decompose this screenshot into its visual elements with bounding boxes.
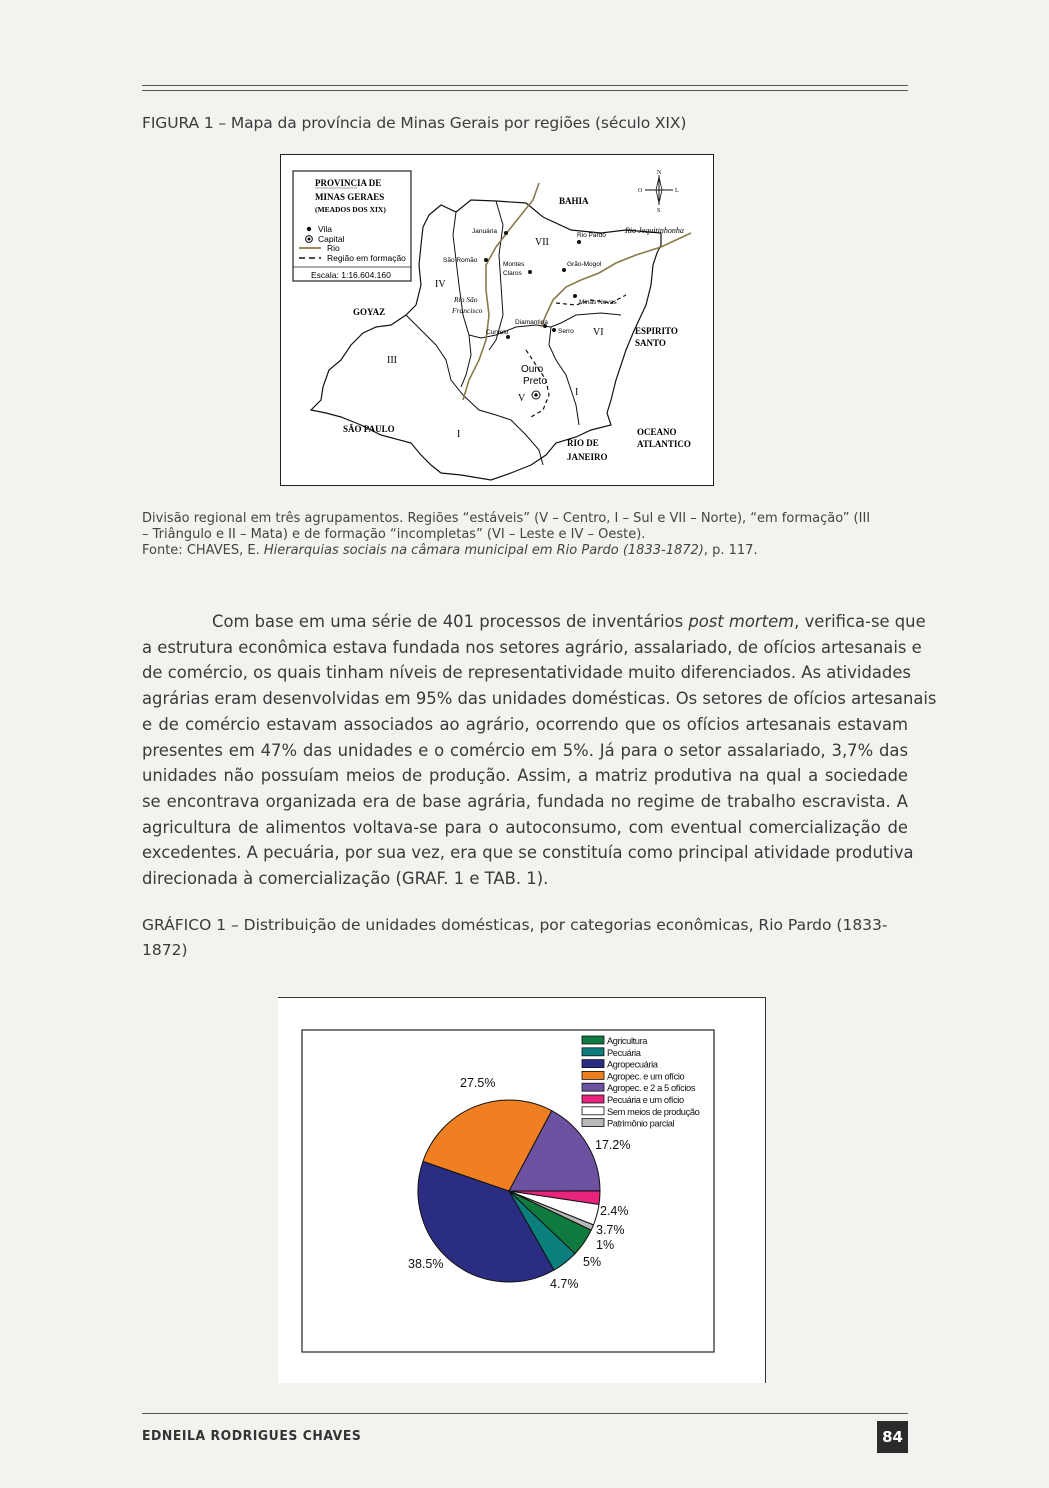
label-rio-sao: Rio São — [454, 295, 478, 304]
pie-chart-frame — [278, 997, 766, 1383]
legend-label-3: Agropecuária — [607, 1059, 658, 1070]
figure-caption — [142, 511, 912, 559]
compass-s: S — [657, 208, 661, 214]
legend-heading-3: (MEADOS DOS XIX) — [315, 205, 386, 214]
label-espirito-2: SANTO — [635, 338, 666, 348]
pie-label-7: 3.7% — [596, 1223, 625, 1237]
legend-scale: Escala: 1:16.604.160 — [311, 270, 391, 280]
footer-rule — [142, 1413, 908, 1414]
body-line-4: agrárias eram desenvolvidas em 95% das unidades domésticas. Os setores de ofícios artesanais — [142, 689, 937, 709]
figure-title: FIGURA 1 – Mapa da província de Minas Gerais por regiões (século XIX) — [142, 114, 687, 132]
rio-jequitinhonha-line — [541, 233, 691, 327]
minas-gerais-map — [281, 155, 713, 485]
legend-heading-2: MINAS GERAES — [315, 192, 385, 202]
town-preto: Preto — [523, 376, 547, 387]
legend-swatch-5 — [582, 1083, 604, 1091]
legend-label-5: Agropec. e 2 a 5 ofícios — [607, 1083, 696, 1094]
legend-label-8: Patrimônio parcial — [607, 1118, 675, 1129]
legend-swatch-4 — [582, 1071, 604, 1079]
compass-n: N — [657, 170, 662, 176]
town-ouro: Ouro — [521, 364, 544, 375]
pie-slices — [418, 1100, 600, 1282]
pie-label-8: 1% — [596, 1238, 615, 1252]
town-montes: Montes — [503, 261, 525, 268]
label-goyaz: GOYAZ — [353, 307, 386, 317]
legend-rio: Rio — [327, 243, 340, 253]
legend-swatch-6 — [582, 1095, 604, 1103]
label-rio-jequitinhonha: Rio Jequitinhonha — [625, 226, 684, 235]
graph-title-line-2: 1872) — [142, 941, 188, 959]
legend-heading-1: PROVINCIA DE — [315, 178, 382, 188]
body-line-5: e de comércio estavam associados ao agrário, ocorrendo que os ofícios artesanais estavam — [142, 714, 908, 734]
town-sao-romao: São Romão — [443, 257, 478, 264]
town-curvelo: Curvelo — [486, 329, 509, 336]
body-line-11: direcionada à comercialização (GRAF. 1 e TAB. 1). — [142, 869, 549, 889]
compass-e: L — [675, 188, 679, 194]
legend-label-7: Sem meios de produção — [607, 1106, 700, 1117]
source-title: Hierarquias sociais na câmara municipal em Rio Pardo (1833-1872) — [263, 543, 704, 558]
legend-swatch-8 — [582, 1119, 604, 1127]
legend-swatch-7 — [582, 1107, 604, 1115]
town-serro: Serro — [558, 328, 574, 335]
town-rio-pardo: Rio Pardo — [577, 232, 606, 239]
map-figure — [280, 154, 714, 486]
caption-source — [142, 543, 912, 559]
label-francisco: Francisco — [452, 306, 483, 315]
legend-label-1: Agricultura — [607, 1036, 648, 1046]
compass-icon — [638, 170, 679, 214]
body-line-7: unidades não possuíam meios de produção. Assim, a matriz produtiva na qual a sociedade — [142, 766, 908, 786]
body-line-6: presentes em 47% das unidades e o comércio em 5%. Já para o setor assalariado, 3,7% das — [142, 740, 908, 760]
header-rule-bottom — [142, 90, 908, 91]
capital-ouro-preto-icon — [534, 393, 537, 396]
legend-capital: Capital — [318, 234, 345, 244]
graph-title — [142, 913, 912, 963]
source-suffix: , p. 117. — [703, 543, 758, 558]
legend-vila: Vila — [318, 224, 333, 234]
legend-vila-icon — [307, 227, 311, 231]
legend-label-6: Pecuária e um ofício — [607, 1095, 684, 1105]
label-oceano-1: OCEANO — [637, 427, 677, 437]
body-line-10: excedentes. A pecuária, por sua vez, era que se constituía como principal atividade produtiva — [142, 843, 914, 863]
label-bahia: BAHIA — [559, 196, 589, 206]
body-line-3: de comércio, os quais tinham níveis de representatividade muito diferenciados. As atividades — [142, 663, 911, 683]
legend-swatch-1 — [582, 1036, 604, 1044]
region-iv: IV — [435, 279, 446, 290]
body-line-1: Com base em uma série de 401 processos de inventários post mortem, verifica-se que — [212, 612, 926, 631]
region-iii: III — [387, 355, 397, 366]
graph-title-line-1: GRÁFICO 1 – Distribuição de unidades domésticas, por categorias econômicas, Rio Pardo (1833- — [142, 916, 888, 934]
town-minas-novas: Minas Novas — [579, 299, 617, 306]
pie-label-4: 27.5% — [460, 1076, 496, 1090]
body-line-9: agricultura de alimentos voltava-se para o autoconsumo, com eventual comercialização de — [142, 817, 908, 837]
label-sao-paulo: SÃO PAULO — [343, 424, 395, 434]
legend-label-4: Agropec. e um ofício — [607, 1071, 685, 1082]
region-i-east: I — [575, 387, 579, 398]
label-rio-2: JANEIRO — [567, 452, 608, 462]
town-grao-mogol: Grão-Mogol — [567, 261, 602, 268]
pie-label-5: 17.2% — [595, 1138, 631, 1152]
region-vii: VII — [535, 237, 549, 248]
legend-swatch-3 — [582, 1060, 604, 1068]
page-number: 84 — [877, 1421, 908, 1453]
pie-label-6: 2.4% — [600, 1204, 629, 1218]
body-line-8: se encontrava organizada era de base agrária, fundada no regime de trabalho escravista. A — [142, 791, 908, 811]
caption-line-1: Divisão regional em três agrupamentos. Regiões “estáveis” (V – Centro, I – Sul e VII – Norte), “em formação” (III — [142, 511, 871, 526]
town-januaria: Januária — [472, 228, 497, 235]
legend-swatch-2 — [582, 1048, 604, 1056]
label-rio-1: RIO DE — [567, 438, 599, 448]
town-claros: Claros — [503, 270, 522, 277]
region-i-south: I — [457, 429, 461, 440]
pie-label-3: 38.5% — [408, 1257, 444, 1271]
legend-label-2: Pecuária — [607, 1047, 641, 1058]
label-espirito-1: ESPIRITO — [635, 326, 678, 336]
source-prefix: Fonte: CHAVES, E. — [142, 543, 264, 558]
body-line-2: a estrutura econômica estava fundada nos setores agrário, assalariado, de ofícios artesanais e — [142, 637, 922, 657]
pie-chart — [278, 998, 764, 1382]
legend-regiao: Região em formação — [327, 253, 406, 263]
town-diamantina: Diamantina — [515, 319, 548, 326]
compass-w: O — [638, 188, 643, 194]
footer-author: EDNEILA RODRIGUES CHAVES — [142, 1428, 362, 1444]
header-rule-top — [142, 85, 908, 86]
region-v: V — [518, 393, 526, 404]
body-paragraph — [142, 609, 937, 892]
pie-label-1: 5% — [583, 1255, 602, 1269]
pie-label-2: 4.7% — [550, 1277, 579, 1291]
caption-line-2: – Triângulo e II – Mata) e de formação “incompletas” (VI – Leste e IV – Oeste). — [142, 527, 646, 542]
label-oceano-2: ATLANTICO — [637, 439, 691, 449]
region-vi: VI — [593, 327, 604, 338]
